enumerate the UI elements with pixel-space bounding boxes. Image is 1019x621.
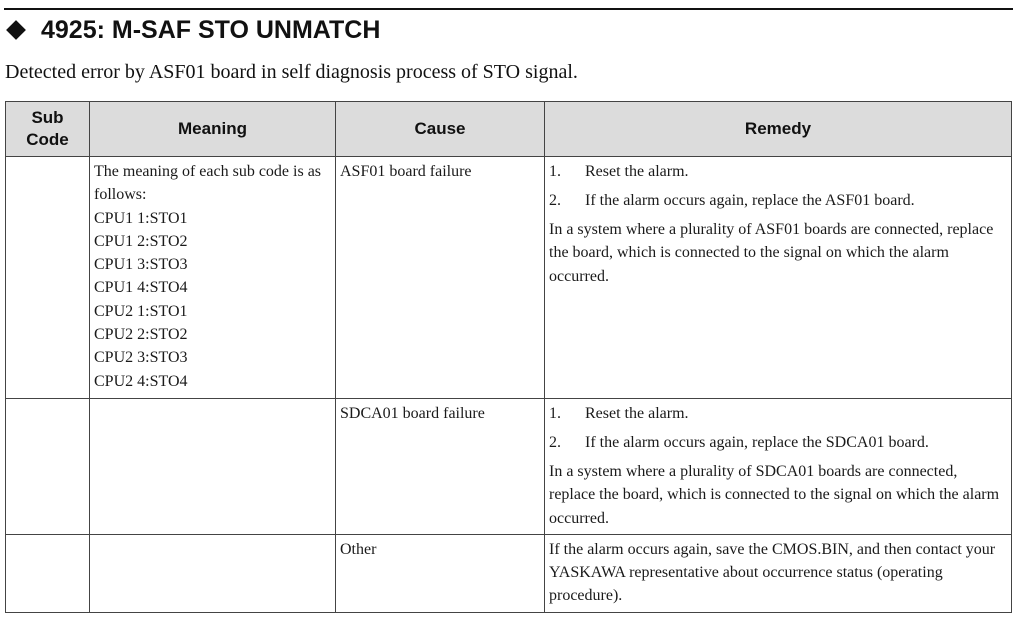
alarm-heading [4, 14, 380, 46]
step-text: Reset the alarm. [585, 163, 689, 180]
cause-cell: Other [336, 534, 545, 612]
meaning-item: CPU2 3:STO3 [94, 349, 188, 367]
meaning-cell [90, 157, 336, 399]
remedy-cell [545, 534, 1012, 612]
remedy-step [549, 431, 1007, 454]
cause-cell: SDCA01 board failure [336, 399, 545, 535]
meaning-item: CPU1 2:STO2 [94, 232, 188, 250]
remedy-note: In a system where a plurality of SDCA01 boards are connected, replace the board, which is connected to the signal on which the alarm occurred. [549, 463, 1000, 527]
remedy-step [549, 189, 1007, 212]
remedy-cell [545, 157, 1012, 399]
sub-code-cell [6, 534, 90, 612]
table-header-row [6, 102, 1012, 157]
step-text: If the alarm occurs again, replace the SDCA01 board. [585, 434, 929, 451]
step-number: 2. [549, 192, 561, 209]
diamond-bullet-icon [6, 20, 26, 40]
step-text: If the alarm occurs again, replace the ASF01 board. [585, 192, 915, 209]
header-sub-code-line-1: Sub [31, 108, 64, 127]
top-rule [4, 8, 1013, 10]
header-meaning: Meaning [90, 102, 336, 157]
table-row [6, 399, 1012, 535]
alarm-description: Detected error by ASF01 board in self diagnosis process of STO signal. [5, 61, 578, 83]
meaning-item: CPU2 2:STO2 [94, 326, 188, 344]
sub-code-cell [6, 399, 90, 535]
header-sub-code-line-2: Code [26, 130, 69, 149]
sub-code-cell [6, 157, 90, 399]
header-remedy: Remedy [545, 102, 1012, 157]
remedy-note: In a system where a plurality of ASF01 boards are connected, replace the board, which is connected to the signal on which the alarm occurred. [549, 221, 994, 285]
header-cause: Cause [336, 102, 545, 157]
remedy-step [549, 160, 1007, 183]
meaning-cell [90, 534, 336, 612]
step-number: 2. [549, 434, 561, 451]
cause-cell: ASF01 board failure [336, 157, 545, 399]
remedy-step [549, 402, 1007, 425]
meaning-item: CPU2 1:STO1 [94, 302, 188, 320]
meaning-cell [90, 399, 336, 535]
step-text: Reset the alarm. [585, 405, 689, 422]
meaning-intro: The meaning of each sub code is as follows: [94, 163, 322, 204]
table-row [6, 534, 1012, 612]
remedy-note: If the alarm occurs again, save the CMOS.BIN, and then contact your YASKAWA representative about occurrence status (operating procedure). [549, 540, 996, 605]
alarm-table [5, 101, 1012, 613]
table-row [6, 157, 1012, 399]
meaning-item: CPU1 1:STO1 [94, 209, 188, 227]
step-number: 1. [549, 405, 561, 422]
step-number: 1. [549, 163, 561, 180]
meaning-item: CPU1 3:STO3 [94, 256, 188, 274]
header-sub-code [6, 102, 90, 157]
alarm-title: 4925: M-SAF STO UNMATCH [41, 15, 381, 44]
meaning-item: CPU2 4:STO4 [94, 372, 188, 390]
meaning-item: CPU1 4:STO4 [94, 279, 188, 297]
remedy-cell [545, 399, 1012, 535]
